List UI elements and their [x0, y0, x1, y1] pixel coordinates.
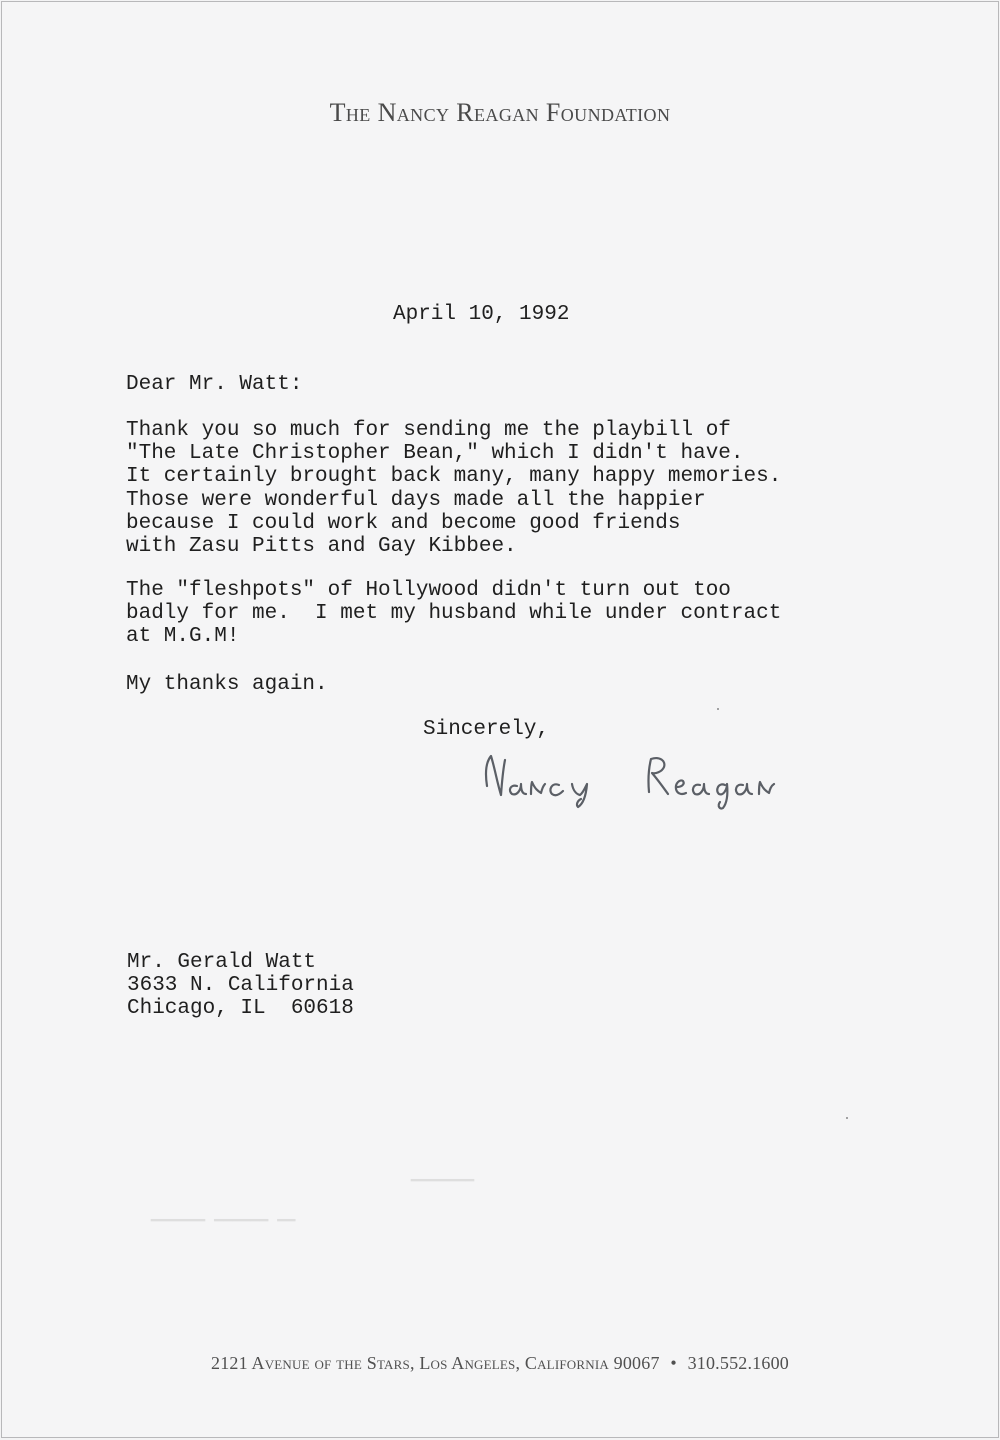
- footer-phone: 310.552.1600: [687, 1353, 789, 1373]
- salutation: Dear Mr. Watt:: [126, 373, 303, 396]
- bleed-through-mark: ▔▔▔▔▔▔▔: [411, 1181, 475, 1198]
- handwritten-signature: [477, 743, 807, 813]
- letter-date: April 10, 1992: [393, 303, 570, 326]
- letterhead-title: The Nancy Reagan Foundation: [329, 98, 671, 127]
- footer-street-address: 2121 Avenue of the Stars, Los Angeles, California 90067: [211, 1353, 660, 1373]
- footer-separator: •: [670, 1353, 677, 1373]
- paper-speck: [717, 708, 719, 710]
- bleed-through-mark: ▔▔ ▔▔▔▔▔▔ ▔▔▔▔▔▔: [151, 1221, 296, 1238]
- body-paragraph-2: The "fleshpots" of Hollywood didn't turn out too badly for me. I met my husband while under contract at M.G.M!: [126, 579, 782, 649]
- paper-speck: [846, 1117, 848, 1119]
- closing: Sincerely,: [423, 718, 550, 741]
- footer-address-line: [1, 1353, 999, 1374]
- letter-page: [1, 1, 999, 1438]
- recipient-address: Mr. Gerald Watt 3633 N. California Chicago, IL 60618: [127, 951, 354, 1021]
- body-paragraph-3: My thanks again.: [126, 673, 328, 696]
- body-paragraph-1: Thank you so much for sending me the playbill of "The Late Christopher Bean," which I didn't have. It certainly brought back many, many happy memories. Those were wonderful days made all the happier because I could work and become good friends with Zasu Pitts and Gay Kibbee.: [126, 419, 782, 559]
